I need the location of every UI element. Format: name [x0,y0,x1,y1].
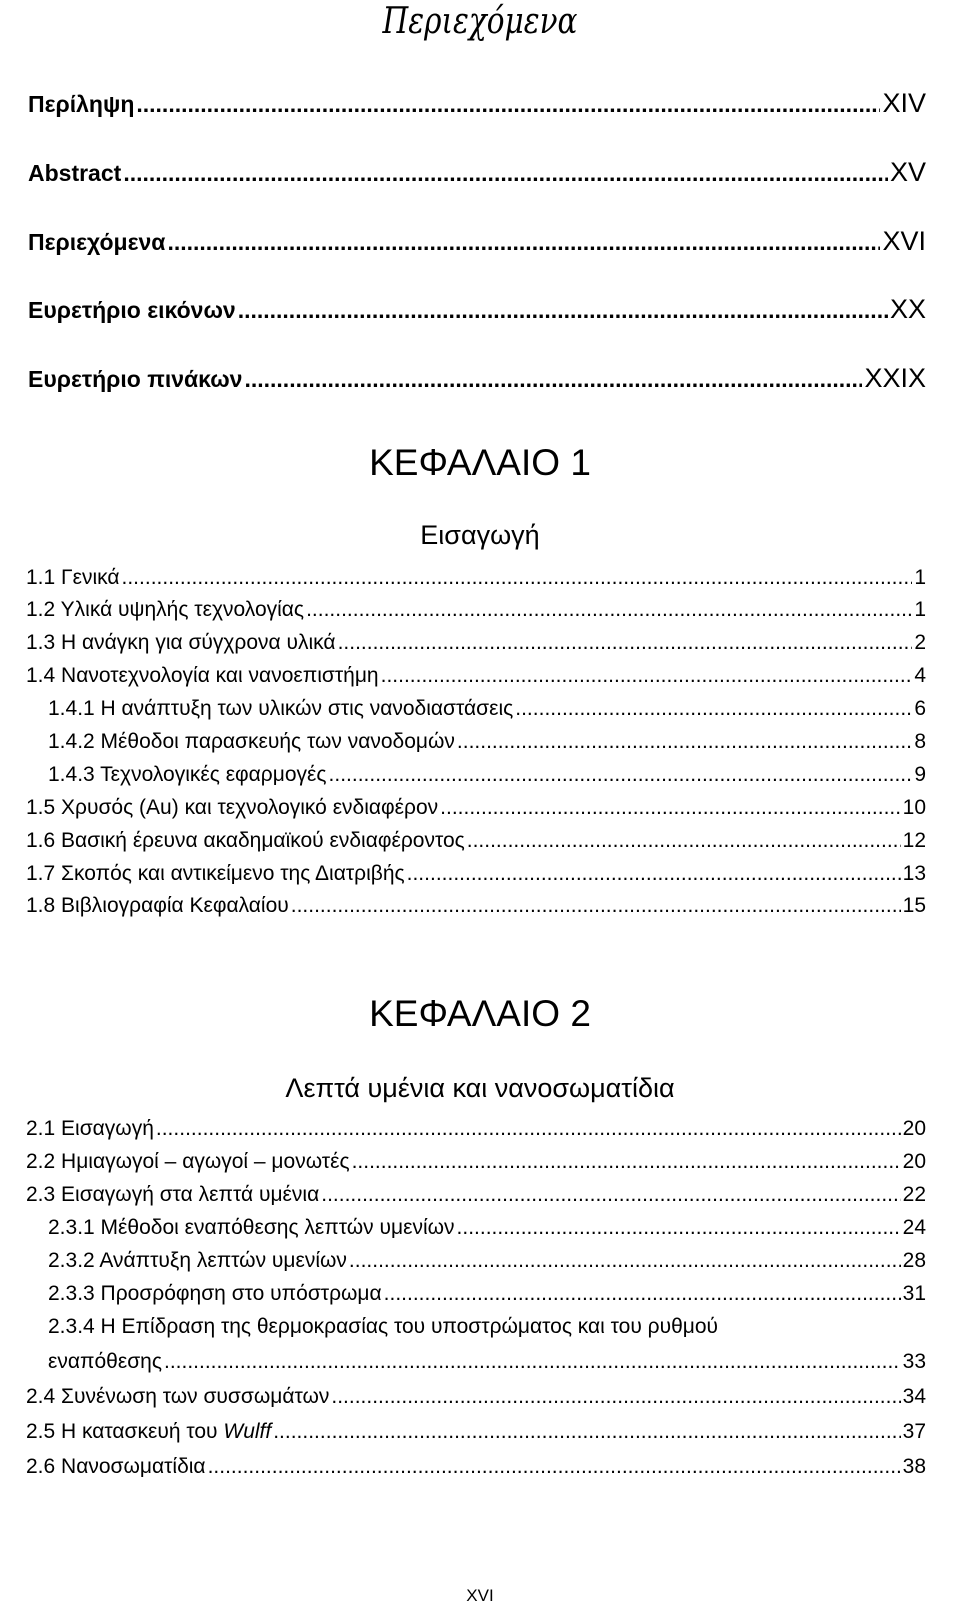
dot-leader [338,631,913,655]
toc-entry-tables-index[interactable] [28,363,926,395]
toc-label: 1.1 Γενικά [26,566,120,589]
toc-label: Ευρετήριο εικόνων [28,297,236,323]
toc-page: XV [889,157,926,187]
toc-entry[interactable] [26,631,926,661]
toc-entry[interactable] [26,862,926,892]
toc-entry[interactable] [26,1117,926,1147]
toc-label: 2.1 Εισαγωγή [26,1117,154,1140]
toc-label: 1.8 Βιβλιογραφία Κεφαλαίου [26,894,289,917]
toc-entry[interactable] [26,894,926,924]
toc-label: 1.7 Σκοπός και αντικείμενο της Διατριβής [26,862,405,885]
toc-entry[interactable] [26,1183,926,1213]
toc-subentry[interactable] [48,1350,926,1380]
toc-page: 2 [914,631,926,654]
chapter1-subtitle: Εισαγωγή [420,520,540,550]
toc-subentry[interactable] [48,1282,926,1312]
dot-leader [291,894,901,918]
toc-page: XVI [882,226,926,256]
toc-entry[interactable] [26,598,926,628]
toc-subentry[interactable] [48,763,926,793]
chapter2-subtitle: Λεπτά υμένια και νανοσωματίδια [285,1073,675,1103]
dot-leader [136,91,880,118]
dot-leader [467,829,901,853]
toc-page: 20 [902,1117,926,1140]
toc-label: Ευρετήριο πινάκων [28,366,243,392]
dot-leader [515,697,912,721]
toc-label: Περιεχόμενα [28,229,166,255]
toc-page: 28 [902,1249,926,1272]
toc-entry[interactable] [26,829,926,859]
dot-leader [273,1420,900,1444]
toc-label: 1.4.3 Τεχνολογικές εφαρμογές [48,763,327,786]
toc-page: 20 [902,1150,926,1173]
dot-leader [122,566,913,590]
page-title: Περιεχόμενα [382,1,578,42]
toc-page: XX [889,294,926,324]
toc-label: 1.3 Η ανάγκη για σύγχρονα υλικά [26,631,336,654]
toc-label: 1.4.1 Η ανάπτυξη των υλικών στις νανοδιαστάσεις [48,697,514,720]
toc-label-prefix: 2.5 Η κατασκευή του [26,1420,224,1443]
toc-label [26,1420,271,1444]
dot-leader [352,1150,901,1174]
toc-label: 2.2 Ημιαγωγοί – αγωγοί – μονωτές [26,1150,350,1173]
toc-page: 33 [902,1350,926,1373]
toc-subentry-label-line1[interactable]: 2.3.4 Η Επίδραση της θερμοκρασίας του υποστρώματος και του ρυθμού [48,1315,719,1338]
dot-leader [349,1249,901,1273]
toc-page: 15 [902,894,926,917]
toc-entry[interactable] [26,664,926,694]
toc-page: 4 [914,664,926,687]
toc-page: 1 [914,598,926,621]
toc-entry[interactable] [26,796,926,826]
toc-page: 8 [914,730,926,753]
toc-page: 37 [902,1420,926,1443]
dot-leader [457,730,912,754]
toc-page: XIV [882,88,926,118]
toc-label-italic: Wulff [223,1420,272,1443]
toc-label: Abstract [28,160,122,186]
dot-leader [164,1350,901,1374]
toc-label: Περίληψη [28,91,135,117]
toc-subentry[interactable] [48,1216,926,1246]
toc-page: 12 [902,829,926,852]
dot-leader [156,1117,901,1141]
dot-leader [440,796,900,820]
toc-label: 1.4 Νανοτεχνολογία και νανοεπιστήμη [26,664,379,687]
chapter2-heading: ΚΕΦΑΛΑΙΟ 2 [369,993,591,1034]
toc-label: 2.3.2 Ανάπτυξη λεπτών υμενίων [48,1249,347,1272]
toc-entry-figures-index[interactable] [28,294,926,326]
dot-leader [321,1183,900,1207]
toc-page: 24 [902,1216,926,1239]
toc-page: 6 [914,697,926,720]
chapter1-heading: ΚΕΦΑΛΑΙΟ 1 [369,442,591,483]
dot-leader [123,160,888,187]
toc-label: 2.4 Συνένωση των συσσωμάτων [26,1385,330,1408]
toc-page: 34 [902,1385,926,1408]
toc-subentry[interactable] [48,730,926,760]
dot-leader [306,598,912,622]
toc-entry[interactable] [26,1420,926,1450]
dot-leader [244,366,862,393]
toc-entry[interactable] [26,566,926,596]
dot-leader [407,862,901,886]
toc-entry[interactable] [26,1385,926,1415]
toc-label: 2.6 Νανοσωματίδια [26,1455,206,1478]
toc-label: 2.3.1 Μέθοδοι εναπόθεσης λεπτών υμενίων [48,1216,455,1239]
dot-leader [381,664,913,688]
toc-entry-abstract[interactable] [28,157,926,189]
page-number-footer: XVI [466,1586,494,1605]
toc-subentry[interactable] [48,697,926,727]
toc-label: 2.3 Εισαγωγή στα λεπτά υμένια [26,1183,320,1206]
toc-page: XXIX [864,363,926,393]
toc-label: 2.3.3 Προσρόφηση στο υπόστρωμα [48,1282,382,1305]
dot-leader [331,1385,900,1409]
toc-entry-contents[interactable] [28,226,926,258]
dot-leader [457,1216,901,1240]
toc-page: 1 [914,566,926,589]
toc-entry[interactable] [26,1150,926,1180]
toc-subentry[interactable] [48,1249,926,1279]
toc-label: εναπόθεσης [48,1350,162,1373]
toc-entry-summary[interactable] [28,88,926,120]
toc-page: 9 [914,763,926,786]
toc-page: 13 [902,862,926,885]
dot-leader [238,297,888,324]
dot-leader [167,229,880,256]
toc-entry[interactable] [26,1455,926,1485]
toc-label: 1.5 Χρυσός (Au) και τεχνολογικό ενδιαφέρον [26,796,439,819]
toc-label: 1.4.2 Μέθοδοι παρασκευής των νανοδομών [48,730,455,753]
toc-page: 22 [902,1183,926,1206]
toc-label: 1.2 Υλικά υψηλής τεχνολογίας [26,598,305,621]
toc-page: 31 [902,1282,926,1305]
toc-label: 1.6 Βασική έρευνα ακαδημαϊκού ενδιαφέροντος [26,829,465,852]
dot-leader [384,1282,901,1306]
dot-leader [329,763,913,787]
dot-leader [208,1455,901,1479]
toc-page: 38 [902,1455,926,1478]
toc-page: 10 [902,796,926,819]
